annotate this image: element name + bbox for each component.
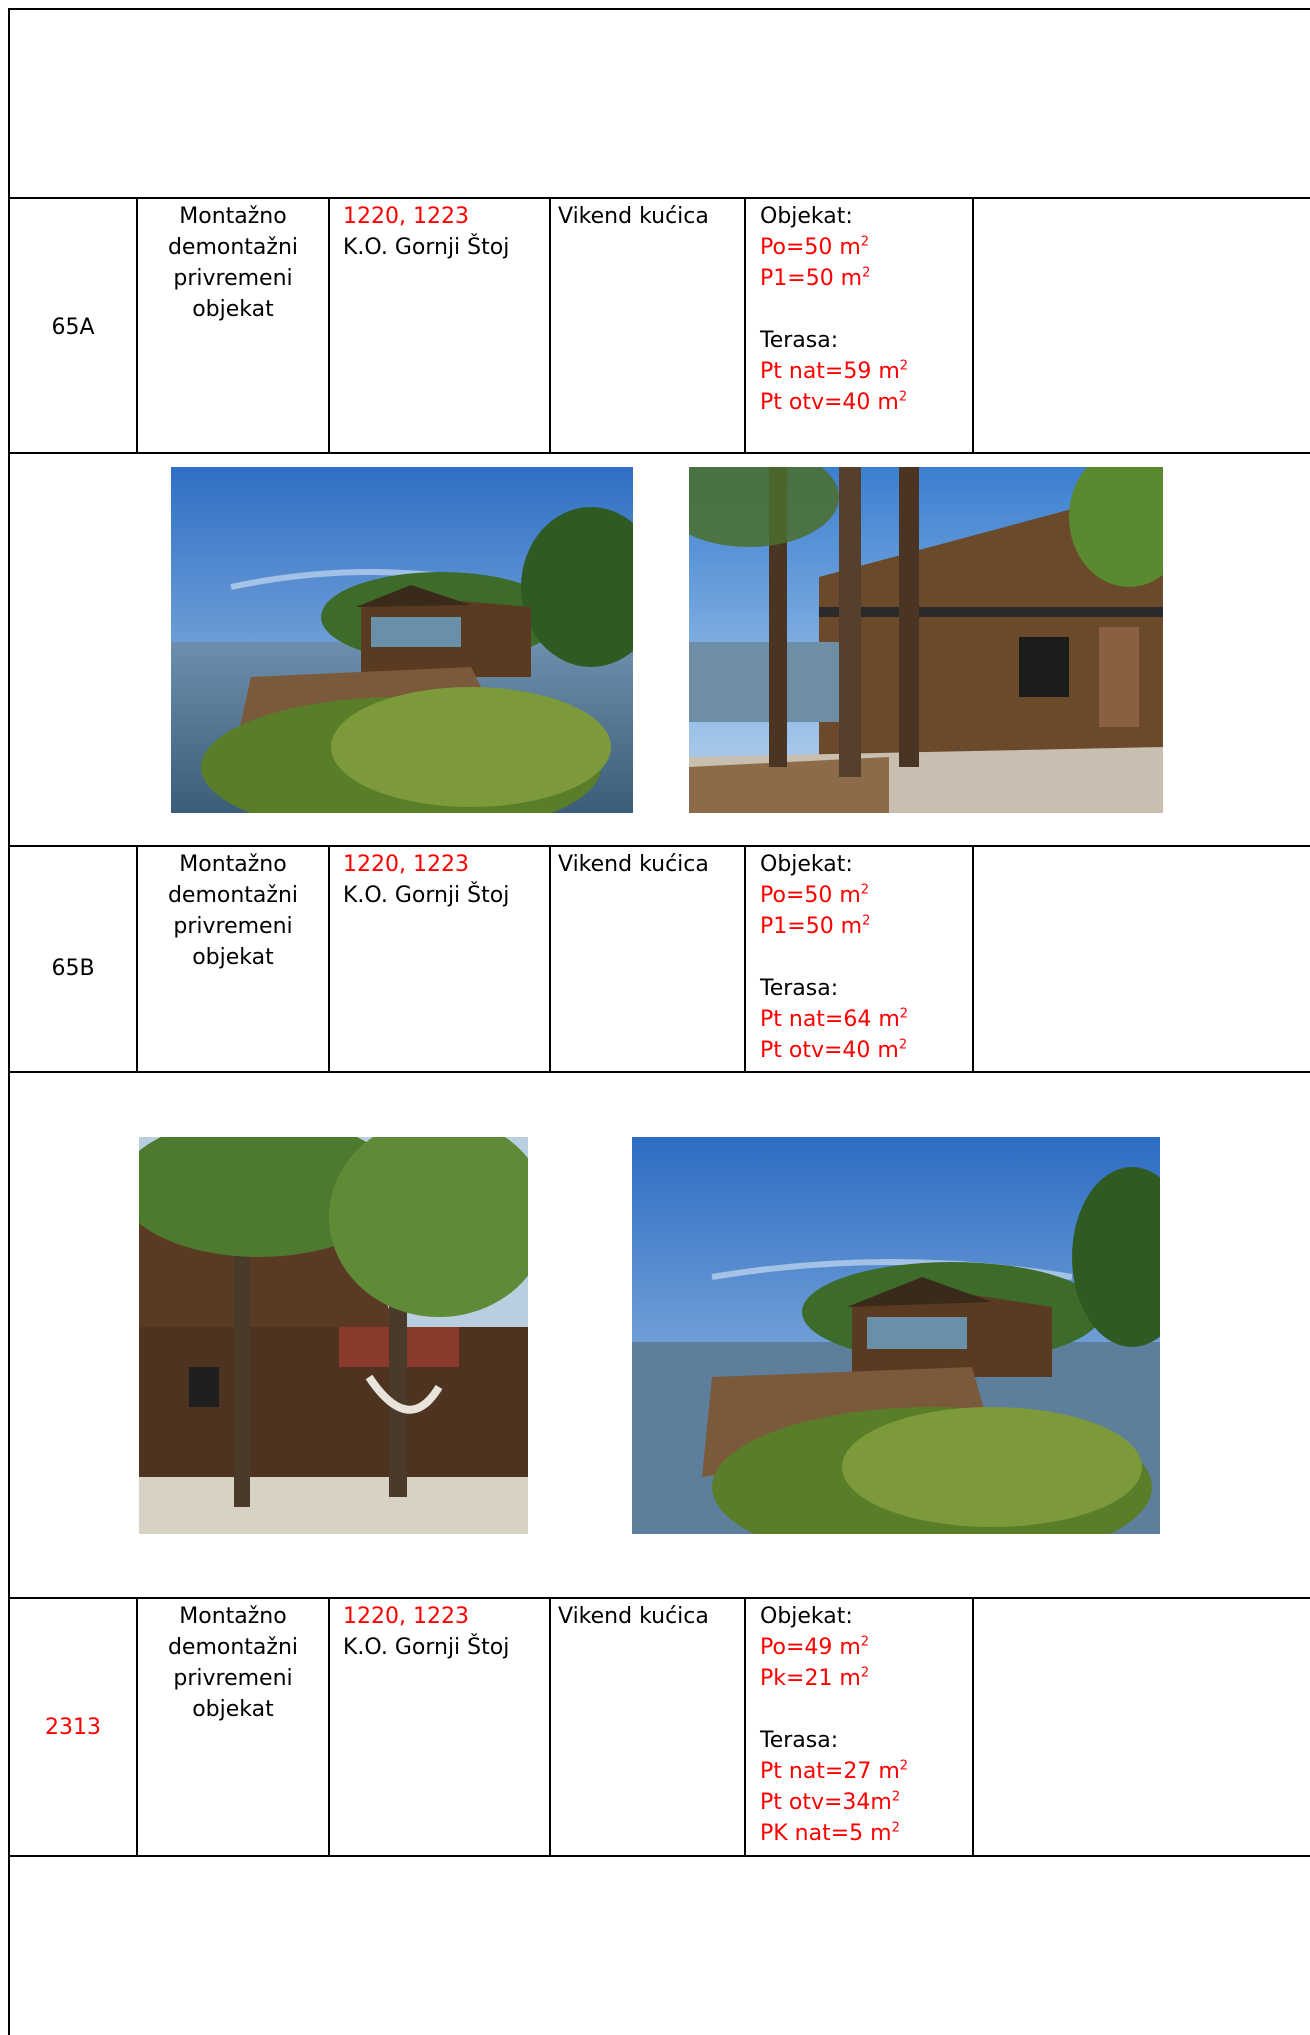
col-border [744, 845, 746, 1073]
type-line: Montažno [179, 204, 287, 229]
col-border [549, 197, 551, 454]
area-line: Po=50 $m^2$ [760, 234, 870, 260]
area-cell [760, 201, 970, 418]
purpose: Vikend kućica [558, 204, 709, 229]
area-line: Pt nat=27 $m^2$ [760, 1758, 909, 1784]
type-line: privremeni [173, 1666, 293, 1691]
row-border [8, 1597, 1310, 1599]
area-line: Pt $otv=34m^2$ [760, 1789, 901, 1815]
col-border [972, 1597, 974, 1857]
terrace-label: Terasa: [760, 976, 839, 1001]
area-line: PK nat=5 $m^2$ [760, 1820, 900, 1846]
row-border [8, 452, 1310, 454]
parcel-cell [343, 201, 543, 263]
type-line: Montažno [179, 1604, 287, 1629]
area-line: Po=50 $m^2$ [760, 882, 870, 908]
parcel-numbers: 1220, 1223 [343, 204, 469, 229]
object-id: 65A [51, 315, 95, 340]
type-line: objekat [192, 297, 274, 322]
area-line: Po=49 $m^2$ [760, 1634, 870, 1660]
col-border [328, 845, 330, 1073]
object-id: 2313 [45, 1715, 101, 1740]
type-line: objekat [192, 1697, 274, 1722]
terrace-label: Terasa: [760, 328, 839, 353]
area-line: Pt nat=59 $m^2$ [760, 358, 909, 384]
cadastral-municipality: K.O. Gornji Štoj [343, 883, 510, 908]
top-border [8, 8, 1310, 10]
area-line: Pk=21 $m^2$ [760, 1665, 870, 1691]
object-label: Objekat: [760, 852, 853, 877]
row-border [8, 845, 1310, 847]
cadastral-municipality: K.O. Gornji Štoj [343, 235, 510, 260]
col-border [328, 1597, 330, 1857]
photo-lake-house [171, 467, 633, 813]
cadastral-municipality: K.O. Gornji Štoj [343, 1635, 510, 1660]
area-line: P1=50 $m^2$ [760, 265, 871, 291]
row-border [8, 1855, 1310, 1857]
object-id: 65B [51, 956, 95, 981]
parcel-numbers: 1220, 1223 [343, 852, 469, 877]
col-border [744, 1597, 746, 1857]
type-line: demontažni [167, 883, 299, 908]
area-line: P1=50 $m^2$ [760, 913, 871, 939]
parcel-cell [343, 849, 543, 911]
col-border [549, 845, 551, 1073]
purpose: Vikend kućica [558, 852, 709, 877]
object-type [138, 1601, 328, 1725]
area-line: Pt otv=40 $m^2$ [760, 389, 908, 415]
area-line: Pt otv=40 $m^2$ [760, 1037, 908, 1063]
object-type [138, 201, 328, 325]
area-cell [760, 849, 970, 1066]
photo-lake-house-2 [632, 1137, 1160, 1534]
type-line: privremeni [173, 266, 293, 291]
parcel-cell [343, 1601, 543, 1663]
col-border [972, 845, 974, 1073]
col-border [328, 197, 330, 454]
row-border [8, 197, 1310, 199]
row-border [8, 1071, 1310, 1073]
type-line: objekat [192, 945, 274, 970]
type-line: demontažni [167, 1635, 299, 1660]
photo-hammock-trees [139, 1137, 528, 1534]
object-label: Objekat: [760, 204, 853, 229]
photo-wooden-house [689, 467, 1163, 813]
type-line: privremeni [173, 914, 293, 939]
col-border [972, 197, 974, 454]
object-label: Objekat: [760, 1604, 853, 1629]
col-border [549, 1597, 551, 1857]
terrace-label: Terasa: [760, 1728, 839, 1753]
area-cell [760, 1601, 970, 1849]
type-line: Montažno [179, 852, 287, 877]
area-line: Pt nat=64 $m^2$ [760, 1006, 909, 1032]
object-type [138, 849, 328, 973]
type-line: demontažni [167, 235, 299, 260]
parcel-numbers: 1220, 1223 [343, 1604, 469, 1629]
col-border [744, 197, 746, 454]
purpose: Vikend kućica [558, 1604, 709, 1629]
